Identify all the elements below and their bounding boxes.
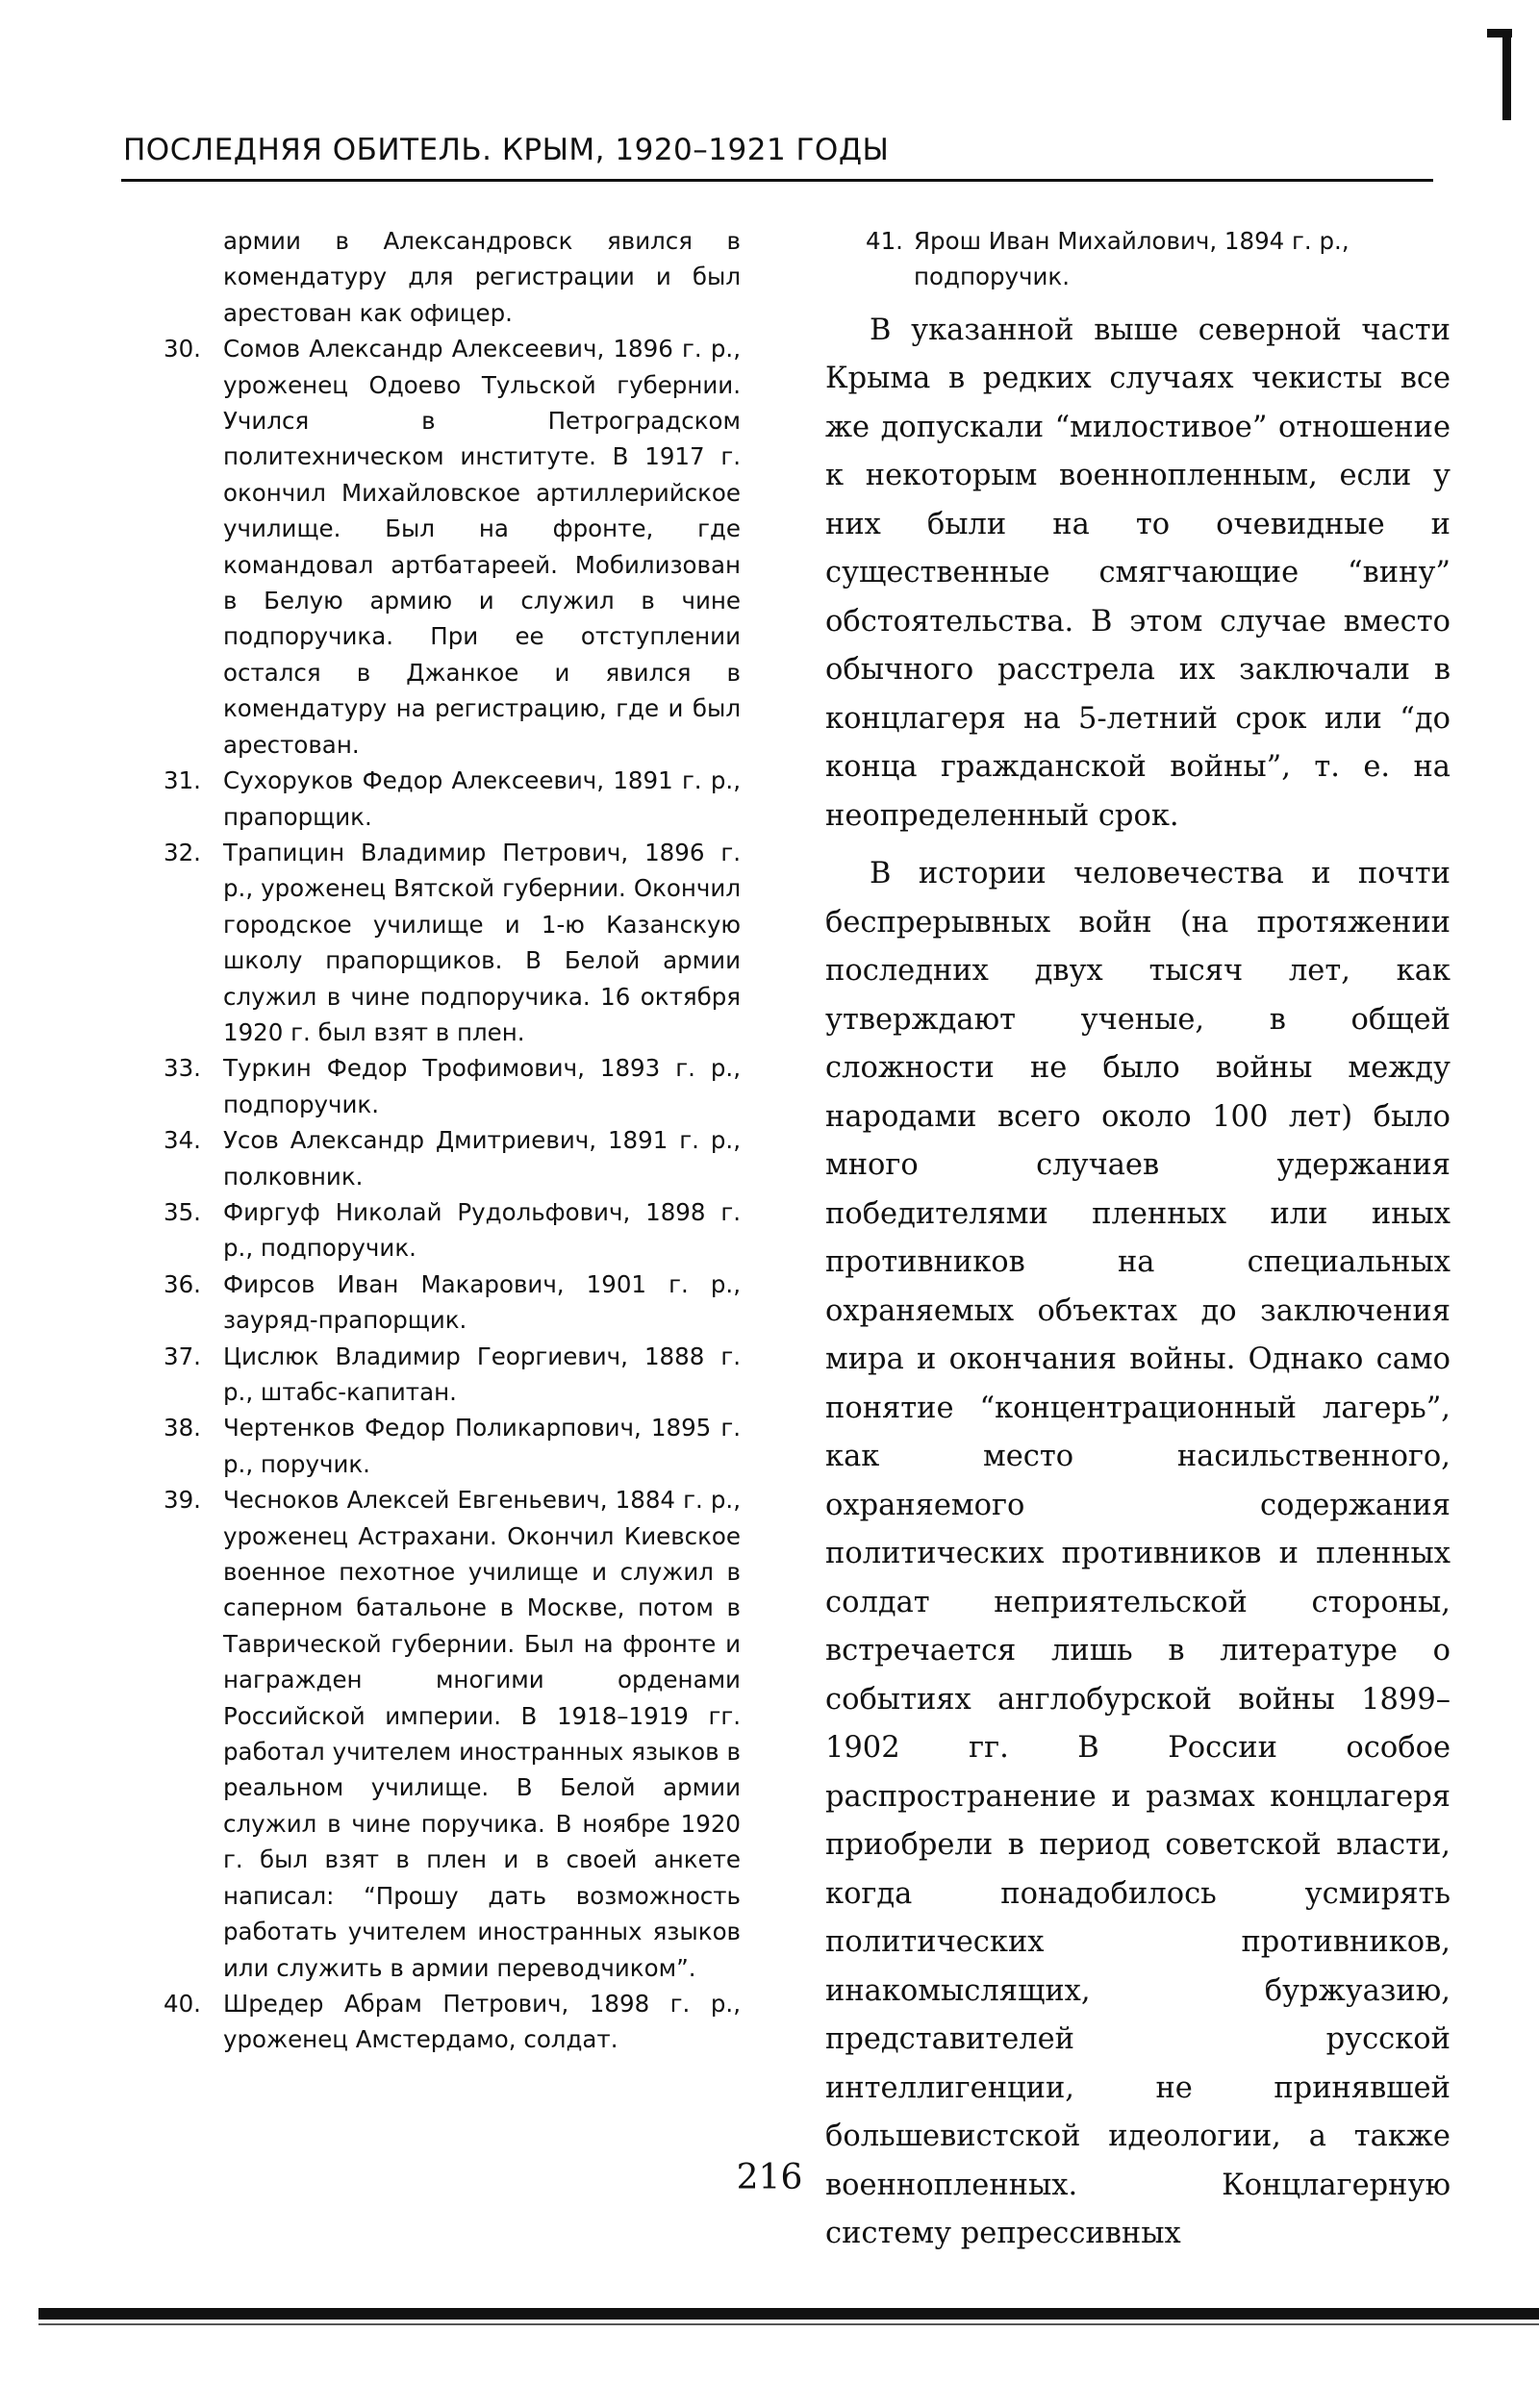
right-column: [825, 223, 1451, 2259]
scan-edge-bar: [38, 2308, 1539, 2320]
entry-number: 35.: [164, 1197, 201, 1226]
entry-number: 34.: [164, 1126, 201, 1155]
entry-number: 41.: [866, 227, 903, 255]
list-item: [164, 331, 741, 763]
entry-text: Цислюк Владимир Георгиевич, 1888 г. р., штабс-капитан.: [223, 1342, 741, 1406]
list-item: [164, 1050, 741, 1122]
header-rule: [121, 179, 1433, 182]
entry-number: 31.: [164, 766, 201, 795]
entry-text: Фирсов Иван Макарович, 1901 г. р., зауряд-прапорщик.: [223, 1269, 741, 1335]
list-item: [164, 1267, 741, 1339]
entry-number: 37.: [164, 1342, 201, 1370]
prisoner-list: [164, 331, 741, 2058]
entry-number: 39.: [164, 1486, 201, 1515]
entry-text: Сухоруков Федор Алексеевич, 1891 г. р., прапорщик.: [223, 766, 741, 831]
entry-number: 40.: [164, 1989, 201, 2018]
entry-text: Ярош Иван Михайлович, 1894 г. р., подпоручик.: [914, 227, 1350, 291]
entry-text: Туркин Федор Трофимович, 1893 г. р., подпоручик.: [223, 1054, 741, 1118]
list-item: [164, 1339, 741, 1411]
entry-number: 32.: [164, 838, 201, 866]
entry-number: 36.: [164, 1269, 201, 1298]
entry-text: Усов Александр Дмитриевич, 1891 г. р., полковник.: [223, 1126, 741, 1191]
entry-text: Трапицин Владимир Петрович, 1896 г. р., уроженец Вятской губернии. Окончил городское училище и 1-ю Казанскую школу прапорщиков. В Белой армии служил в чине подпоручика. 16 октября 1920 г. был взят в плен.: [223, 838, 741, 1046]
list-item: [164, 1986, 741, 2058]
list-item: [164, 1410, 741, 1482]
running-head: ПОСЛЕДНЯЯ ОБИТЕЛЬ. КРЫМ, 1920–1921 ГОДЫ: [123, 133, 890, 167]
entry-text: Шредер Абрам Петрович, 1898 г. р., уроженец Амстердамо, солдат.: [223, 1989, 741, 2054]
entry-number: 30.: [164, 335, 201, 364]
list-item: [866, 223, 1451, 295]
body-paragraph: В истории человечества и почти беспрерывных войн (на протяжении последних двух тысяч лет, как утверждают ученые, в общей сложности не было войны между народами всего около 100 лет) было много случаев удержания победителями пленных или иных противников на специальных охраняемых объектах до заключения мира и окончания войны. Однако само понятие “концентрационный лагерь”, как место насильственного, охраняемого содержания политических противников и пленных солдат неприятельской стороны, встречается лишь в литературе о событиях англобурской войны 1899–1902 гг. В России особое распространение и размах концлагеря приобрели в период советской власти, когда понадобилось усмирять политических противников, инакомыслящих, буржуазию, представителей русской интеллигенции, не принявшей большевистской идеологии, а также военнопленных. Концлагерную систему репрессивных: [825, 857, 1451, 2251]
left-column: [164, 223, 741, 2058]
scan-corner-mark: [1502, 29, 1511, 120]
entry-text: Фиргуф Николай Рудольфович, 1898 г. р., подпоручик.: [223, 1197, 741, 1263]
entry-text: Чертенков Федор Поликарпович, 1895 г. р., поручик.: [223, 1414, 741, 1478]
page-number: 216: [736, 2158, 803, 2197]
entry-number: 38.: [164, 1414, 201, 1442]
list-item: [164, 1482, 741, 1986]
list-item: [164, 835, 741, 1050]
continued-entry-text: армии в Александровск явился в комендатуру для регистрации и был арестован как офицер.: [223, 227, 741, 327]
list-item: [164, 1194, 741, 1267]
entry-number: 33.: [164, 1054, 201, 1083]
list-item: [164, 763, 741, 835]
entry-text: Чесноков Алексей Евгеньевич, 1884 г. р., уроженец Астрахани. Окончил Киевское военное пехотное училище и служил в саперном батальоне в Москве, потом в Таврической губернии. Был на фронте и награжден многими орденами Российской империи. В 1918–1919 гг. работал учителем иностранных языков в реальном училище. В Белой армии служил в чине поручика. В ноябре 1920 г. был взят в плен и в своей анкете написал: “Прошу дать возможность работать учителем иностранных языков или служить в армии переводчиком”.: [223, 1486, 741, 1982]
entry-text: Сомов Александр Алексеевич, 1896 г. р., уроженец Одоево Тульской губернии. Учился в Петроградском политехническом институте. В 1917 г. окончил Михайловское артиллерийское училище. Был на фронте, где командовал артбатареей. Мобилизован в Белую армию и служил в чине подпоручика. При ее отступлении остался в Джанкое и явился в комендатуру на регистрацию, где и был арестован.: [223, 335, 741, 759]
list-item: [164, 1122, 741, 1194]
body-paragraph: В указанной выше северной части Крыма в редких случаях чекисты все же допускали “милостивое” отношение к некоторым военнопленным, если у них были на то очевидные и существенные смягчающие “вину” обстоятельства. В этом случае вместо обычного расстрела их заключали в концлагеря на 5-летний срок или “до конца гражданской войны”, т. е. на неопределенный срок.: [825, 313, 1451, 833]
